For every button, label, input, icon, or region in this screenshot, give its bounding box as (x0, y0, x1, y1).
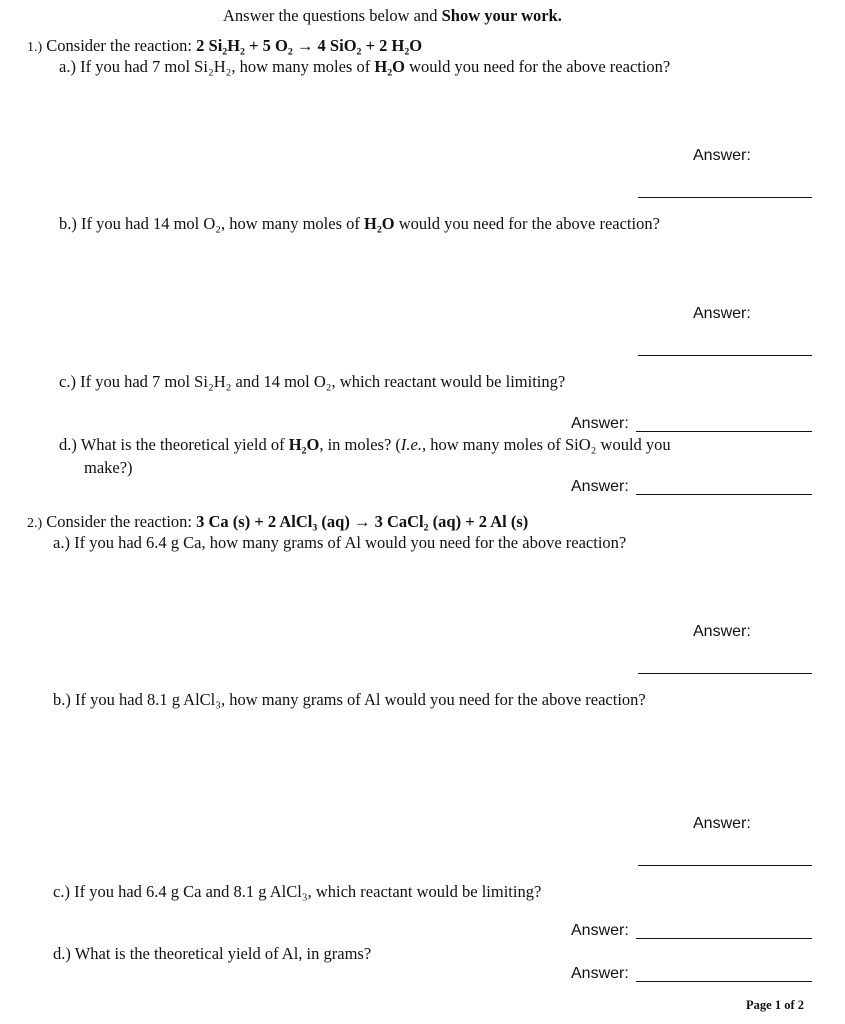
q1a-bold: H₂O (374, 57, 405, 76)
q2-equation: 3 Ca (s) + 2 AlCl₃ (aq) → 3 CaCl₂ (aq) + 2 Al (s) (196, 512, 529, 531)
q1-heading (27, 36, 422, 56)
q1d-bold: H₂O (288, 435, 320, 454)
q1a-answer-line[interactable] (638, 197, 812, 198)
q2-number: 2.) (27, 516, 43, 531)
q1a-text: If you had 7 mol Si₂H₂, how many moles of (80, 57, 375, 76)
q2b-answer-line[interactable] (638, 865, 812, 866)
q2c-question (53, 882, 541, 902)
q2d-label: d.) (53, 944, 71, 963)
q1d-answer-label: Answer: (571, 478, 629, 495)
q1c-question (59, 372, 565, 392)
q2c-label: c.) (53, 882, 70, 901)
q1c-answer-line[interactable] (636, 431, 812, 432)
q1b-question (59, 214, 660, 234)
q1b-text-after: would you need for the above reaction? (394, 214, 660, 233)
q1c-label: c.) (59, 372, 76, 391)
q1d-answer-line[interactable] (636, 494, 812, 495)
q1d-question-line2: make?) (84, 458, 133, 477)
q2d-answer-label: Answer: (571, 965, 629, 982)
instructions-text: Answer the questions below and (223, 6, 442, 25)
q1a-question (59, 57, 670, 77)
q2-heading (27, 512, 528, 532)
q2b-question (53, 690, 646, 710)
q2b-label: b.) (53, 690, 71, 709)
q1b-answer-label: Answer: (693, 305, 751, 322)
q1c-text: If you had 7 mol Si₂H₂ and 14 mol O₂, which reactant would be limiting? (80, 372, 566, 391)
q2d-question (53, 944, 371, 964)
q1d-label: d.) (59, 435, 77, 454)
q2c-answer-label: Answer: (571, 922, 629, 939)
q1b-answer-line[interactable] (638, 355, 812, 356)
q1a-text-after: would you need for the above reaction? (404, 57, 671, 76)
q1d-italic: I.e., (400, 435, 427, 454)
q1a-answer-label: Answer: (693, 147, 751, 164)
q2d-answer-line[interactable] (636, 981, 812, 982)
q1d-text-mid: , in moles? ( (319, 435, 401, 454)
q2c-text: If you had 6.4 g Ca and 8.1 g AlCl₃, which reactant would be limiting? (74, 882, 542, 901)
q1a-label: a.) (59, 57, 76, 76)
q1-number: 1.) (27, 40, 43, 55)
q2a-answer-label: Answer: (693, 623, 751, 640)
q1d-text: What is the theoretical yield of (80, 435, 289, 454)
q2a-answer-line[interactable] (638, 673, 812, 674)
q1b-text: If you had 14 mol O₂, how many moles of (81, 214, 365, 233)
q2a-question (53, 533, 626, 553)
page-number (746, 998, 804, 1013)
q1d-text-after: how many moles of SiO₂ would you (426, 435, 671, 454)
page-total: 2 (797, 998, 804, 1012)
page-instructions (223, 6, 562, 26)
q2-prompt: Consider the reaction: (46, 512, 197, 531)
q1b-label: b.) (59, 214, 77, 233)
q2a-label: a.) (53, 533, 70, 552)
page-of: of (781, 998, 798, 1012)
q2d-text: What is the theoretical yield of Al, in grams? (74, 944, 372, 963)
q2b-answer-label: Answer: (693, 815, 751, 832)
q1-prompt: Consider the reaction: (46, 36, 197, 55)
q2a-text: If you had 6.4 g Ca, how many grams of Al would you need for the above reaction? (74, 533, 627, 552)
q1-equation: 2 Si₂H₂ + 5 O₂ → 4 SiO₂ + 2 H₂O (196, 36, 423, 55)
q1b-bold: H₂O (364, 214, 395, 233)
q1c-answer-label: Answer: (571, 415, 629, 432)
q2c-answer-line[interactable] (636, 938, 812, 939)
instructions-bold: Show your work. (441, 6, 562, 25)
page-current: 1 (774, 998, 782, 1012)
q2b-text: If you had 8.1 g AlCl₃, how many grams of Al would you need for the above reaction? (75, 690, 646, 709)
q1d-question (59, 435, 671, 455)
page-prefix: Page (746, 998, 775, 1012)
